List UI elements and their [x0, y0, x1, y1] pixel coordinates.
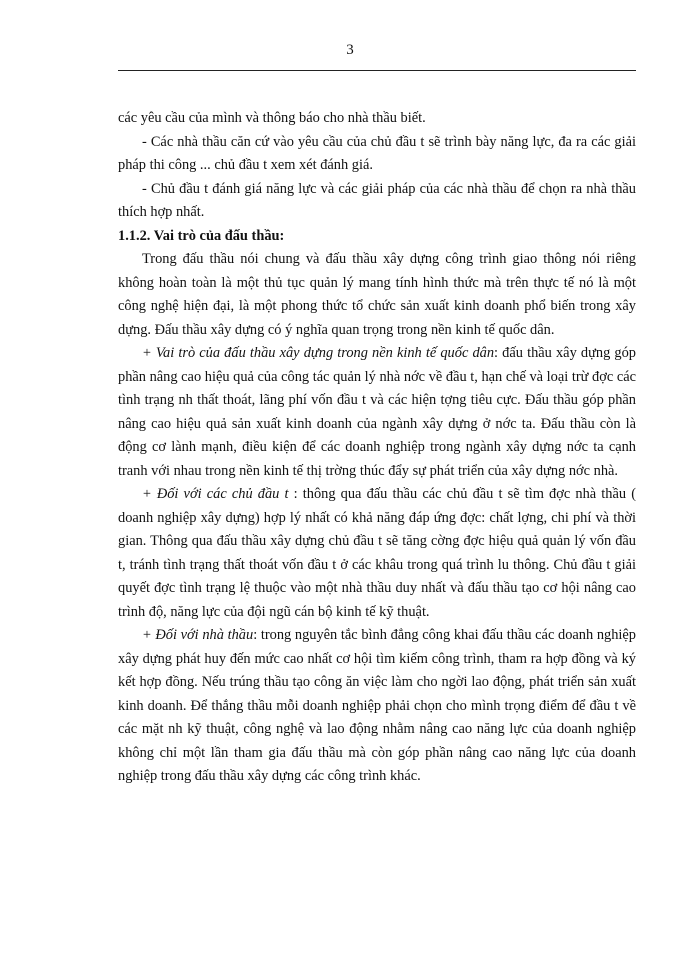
role-investor-text: : thông qua đấu thầu các chủ đầu t sẽ tìm đợc nhà thầu ( doanh nghiệp xây dựng) hợp lý nhất có khả năng đáp ứng đợc: chất lợng, chi phí và thời gian. Thông qua đấu thầu xây dựng chủ đầu t sẽ tăng cờng đợc hiệu quả quản lý vốn đầu t, tránh tình trạng thất thoát vốn đầu t ở các khâu trong quá trình lu thông. Chủ đầu t giải quyết đợc tình trạng lệ thuộc vào một nhà thầu duy nhất và đấu thầu tạo cơ hội nâng cao trình độ, năng lực của đội ngũ cán bộ kinh tế kỹ thuật. — [118, 486, 636, 620]
role-economy-text: : đấu thầu xây dựng góp phần nâng cao hiệu quả của công tác quản lý nhà nớc về đầu t, hạn chế và loại trừ đợc các tình trạng nh thất thoát, lãng phí vốn đầu t và các hiện tợng tiêu cực. Đấu thầu góp phần nâng cao hiệu quả sản xuất kinh doanh của ngành xây dựng ở nớc ta. Đấu thầu còn là động cơ lành mạnh, điều kiện để các doanh nghiệp trong ngành xây dựng nớc ta cạnh tranh với nhau trong nền kinh tế thị trờng thúc đẩy sự phát triển của xây dựng nớc nhà. — [118, 345, 636, 479]
paragraph-contractor-proposal: - Các nhà thầu căn cứ vào yêu cầu của chủ đầu t sẽ trình bày năng lực, đa ra các giải pháp thi công ... chủ đầu t xem xét đánh giá. — [118, 133, 636, 173]
section-heading: 1.1.2. Vai trò của đấu thầu: — [118, 227, 285, 244]
paragraph-intro-continuation: các yêu cầu của mình và thông báo cho nhà thầu biết. — [118, 110, 426, 126]
paragraph-role-overview: Trong đấu thầu nói chung và đấu thầu xây dựng công trình giao thông nói riêng không hoàn toàn là một thủ tục quản lý mang tính hình thức mà trên thực tế nó là một công nghệ hiện đại, là một phong thức tổ chức sản xuất kinh doanh phổ biến trong xây dựng. Đấu thầu xây dựng có ý nghĩa quan trọng trong nền kinh tế quốc dân. — [118, 251, 636, 338]
paragraph-role-investor — [118, 483, 636, 624]
page-number: 3 — [346, 42, 354, 58]
paragraph-role-economy — [118, 342, 636, 483]
role-contractor-text: : trong nguyên tắc bình đẳng công khai đấu thầu các doanh nghiệp xây dựng phát huy đến mức cao nhất cơ hội tìm kiếm công trình, tham ra hợp đồng và ký kết hợp đồng. Nếu trúng thầu tạo công ăn việc làm cho ngời lao động, phát triển sản xuất kinh doanh. Để thắng thầu mỗi doanh nghiệp phải chọn cho mình trọng điểm để đầu t về các mặt nh kỹ thuật, công nghệ và lao động nhằm nâng cao năng lực của doanh nghiệp không chỉ một lần tham gia đấu thầu mà còn góp phần nâng cao năng lực của doanh nghiệp trong đấu thầu xây dựng các công trình khác. — [118, 627, 636, 784]
role-economy-lead: + Vai trò của đấu thầu xây dựng trong nền kinh tế quốc dân — [142, 345, 495, 361]
role-investor-lead: + Đối với các chủ đầu t — [142, 486, 289, 502]
paragraph-role-contractor — [118, 624, 636, 789]
header-divider — [118, 70, 636, 71]
document-body — [118, 107, 636, 789]
role-contractor-lead: + Đối với nhà thầu — [142, 627, 254, 643]
paragraph-investor-selection: - Chủ đầu t đánh giá năng lực và các giải pháp của các nhà thầu để chọn ra nhà thầu thích hợp nhất. — [118, 180, 636, 220]
